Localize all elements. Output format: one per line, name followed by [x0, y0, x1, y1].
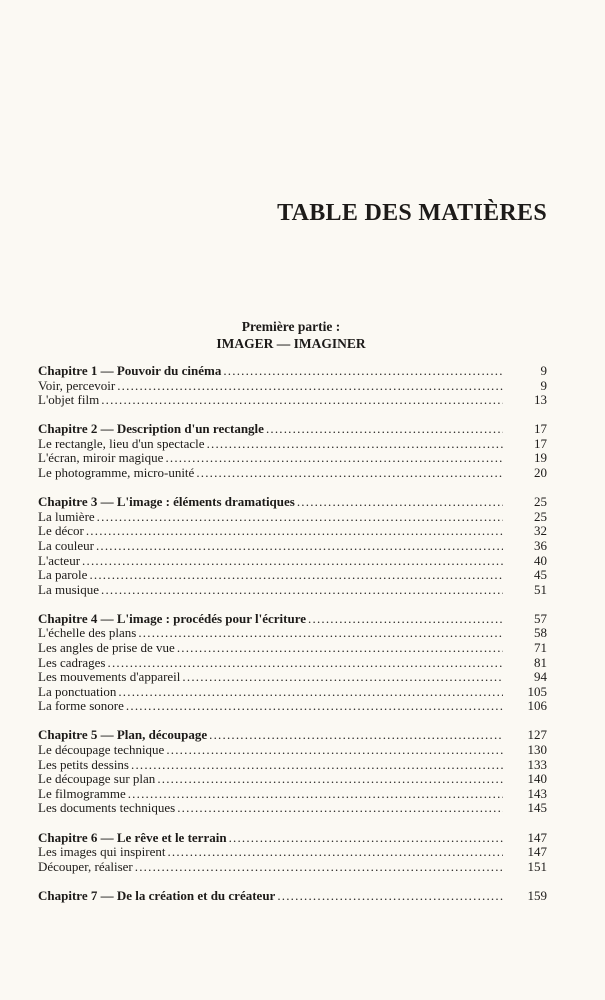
page-number: 127	[527, 727, 547, 743]
page-number: 13	[534, 392, 547, 408]
chapter-entry	[38, 889, 547, 904]
section-title: Découper, réaliser	[38, 858, 133, 874]
section-entry	[38, 539, 547, 554]
dot-leader	[89, 568, 503, 583]
section-entry	[38, 437, 547, 452]
page-number: 94	[534, 669, 547, 685]
chapter-block	[38, 889, 547, 904]
section-title: La parole	[38, 567, 88, 583]
chapter-block	[38, 422, 547, 480]
chapter-entry	[38, 831, 547, 846]
section-entry	[38, 860, 547, 875]
section-entry	[38, 524, 547, 539]
page-number: 19	[534, 450, 547, 466]
section-title: L'objet film	[38, 392, 100, 408]
section-title: Les petits dessins	[38, 756, 129, 772]
chapter-entry	[38, 422, 547, 437]
section-entry	[38, 626, 547, 641]
dot-leader	[167, 845, 503, 860]
section-entry	[38, 685, 547, 700]
dot-leader	[157, 772, 503, 787]
dot-leader	[131, 758, 503, 773]
section-title: La forme sonore	[38, 698, 124, 714]
section-entry	[38, 699, 547, 714]
dot-leader	[108, 656, 504, 671]
page-number: 151	[527, 858, 547, 874]
dot-leader	[207, 437, 503, 452]
page-number: 9	[540, 377, 547, 393]
page-number: 143	[527, 785, 547, 801]
section-entry	[38, 583, 547, 598]
section-title: La couleur	[38, 537, 94, 553]
section-entry	[38, 772, 547, 787]
page-number: 130	[527, 742, 547, 758]
section-entry	[38, 568, 547, 583]
dot-leader	[96, 539, 503, 554]
chapter-title: Chapitre 6 — Le rêve et le terrain	[38, 829, 227, 845]
dot-leader	[308, 612, 503, 627]
page-number: 57	[534, 610, 547, 626]
section-title: Les angles de prise de vue	[38, 640, 175, 655]
dot-leader	[86, 524, 503, 539]
section-entry	[38, 801, 547, 816]
section-title: L'acteur	[38, 552, 81, 568]
chapter-entry	[38, 364, 547, 379]
page-number: 25	[534, 508, 547, 524]
section-title: L'échelle des plans	[38, 625, 137, 641]
table-of-contents	[38, 364, 547, 918]
dot-leader	[177, 641, 503, 656]
chapter-title: Chapitre 1 — Pouvoir du cinéma	[38, 363, 222, 378]
page-number: 20	[534, 465, 547, 481]
dot-leader	[177, 801, 503, 816]
dot-leader	[118, 685, 503, 700]
section-entry	[38, 670, 547, 685]
dot-leader	[297, 495, 503, 510]
chapter-entry	[38, 612, 547, 627]
section-title: Les cadrages	[38, 654, 106, 670]
section-title: La musique	[38, 581, 100, 597]
page-title: TABLE DES MATIÈRES	[277, 200, 547, 226]
dot-leader	[135, 860, 503, 875]
page-number: 159	[527, 887, 547, 903]
dot-leader	[117, 379, 503, 394]
dot-leader	[223, 364, 503, 379]
chapter-entry	[38, 728, 547, 743]
chapter-block	[38, 495, 547, 597]
chapter-block	[38, 364, 547, 408]
section-entry	[38, 656, 547, 671]
dot-leader	[126, 699, 503, 714]
page-number: 17	[534, 421, 547, 437]
dot-leader	[229, 831, 503, 846]
chapter-block	[38, 612, 547, 714]
section-entry	[38, 743, 547, 758]
chapter-title: Chapitre 2 — Description d'un rectangle	[38, 421, 264, 437]
chapter-entry	[38, 495, 547, 510]
section-title: Le filmogramme	[38, 785, 126, 801]
page-number: 140	[527, 771, 547, 787]
page-number: 36	[534, 537, 547, 553]
page-number: 32	[534, 523, 547, 539]
page-number: 51	[534, 581, 547, 597]
part-heading	[0, 318, 582, 352]
page-number: 145	[527, 800, 547, 816]
section-entry	[38, 393, 547, 408]
page-number: 105	[527, 683, 547, 699]
dot-leader	[101, 583, 503, 598]
dot-leader	[182, 670, 503, 685]
section-entry	[38, 379, 547, 394]
dot-leader	[165, 451, 503, 466]
section-title: Le rectangle, lieu d'un spectacle	[38, 435, 205, 451]
part-label: Première partie :	[241, 319, 341, 334]
section-title: Voir, percevoir	[38, 377, 116, 393]
chapter-title: Chapitre 4 — L'image : procédés pour l'écriture	[38, 610, 307, 626]
section-title: La lumière	[38, 508, 95, 524]
page-number: 58	[534, 625, 547, 641]
dot-leader	[82, 554, 503, 569]
page-number: 9	[540, 363, 547, 378]
section-entry	[38, 466, 547, 481]
section-title: La ponctuation	[38, 683, 117, 699]
dot-leader	[266, 422, 503, 437]
section-title: Le décor	[38, 523, 84, 539]
section-entry	[38, 510, 547, 525]
chapter-block	[38, 728, 547, 816]
section-entry	[38, 451, 547, 466]
section-entry	[38, 641, 547, 656]
section-title: Les documents techniques	[38, 800, 176, 816]
dot-leader	[209, 728, 503, 743]
chapter-title: Chapitre 3 — L'image : éléments dramatiques	[38, 494, 295, 510]
section-entry	[38, 845, 547, 860]
section-entry	[38, 758, 547, 773]
section-title: Le découpage sur plan	[38, 771, 156, 787]
page-number: 40	[534, 552, 547, 568]
page-number: 147	[527, 829, 547, 845]
section-title: Les images qui inspirent	[38, 844, 166, 860]
section-title: Les mouvements d'appareil	[38, 669, 181, 685]
dot-leader	[101, 393, 503, 408]
page-number: 71	[534, 640, 547, 655]
dot-leader	[128, 787, 503, 802]
section-entry	[38, 787, 547, 802]
dot-leader	[196, 466, 503, 481]
dot-leader	[138, 626, 503, 641]
page-number: 25	[534, 494, 547, 510]
dot-leader	[166, 743, 503, 758]
chapter-title: Chapitre 5 — Plan, découpage	[38, 727, 208, 743]
page-number: 133	[527, 756, 547, 772]
part-name: IMAGER — IMAGINER	[216, 336, 366, 351]
page-number: 106	[527, 698, 547, 714]
page-number: 81	[534, 654, 547, 670]
dot-leader	[97, 510, 503, 525]
section-title: Le photogramme, micro-unité	[38, 465, 195, 481]
chapter-block	[38, 831, 547, 875]
section-title: Le découpage technique	[38, 742, 165, 758]
page-number: 17	[534, 435, 547, 451]
dot-leader	[277, 889, 503, 904]
page-number: 147	[527, 844, 547, 860]
chapter-title: Chapitre 7 — De la création et du créateur	[38, 887, 276, 903]
section-title: L'écran, miroir magique	[38, 450, 164, 466]
page-number: 45	[534, 567, 547, 583]
section-entry	[38, 554, 547, 569]
